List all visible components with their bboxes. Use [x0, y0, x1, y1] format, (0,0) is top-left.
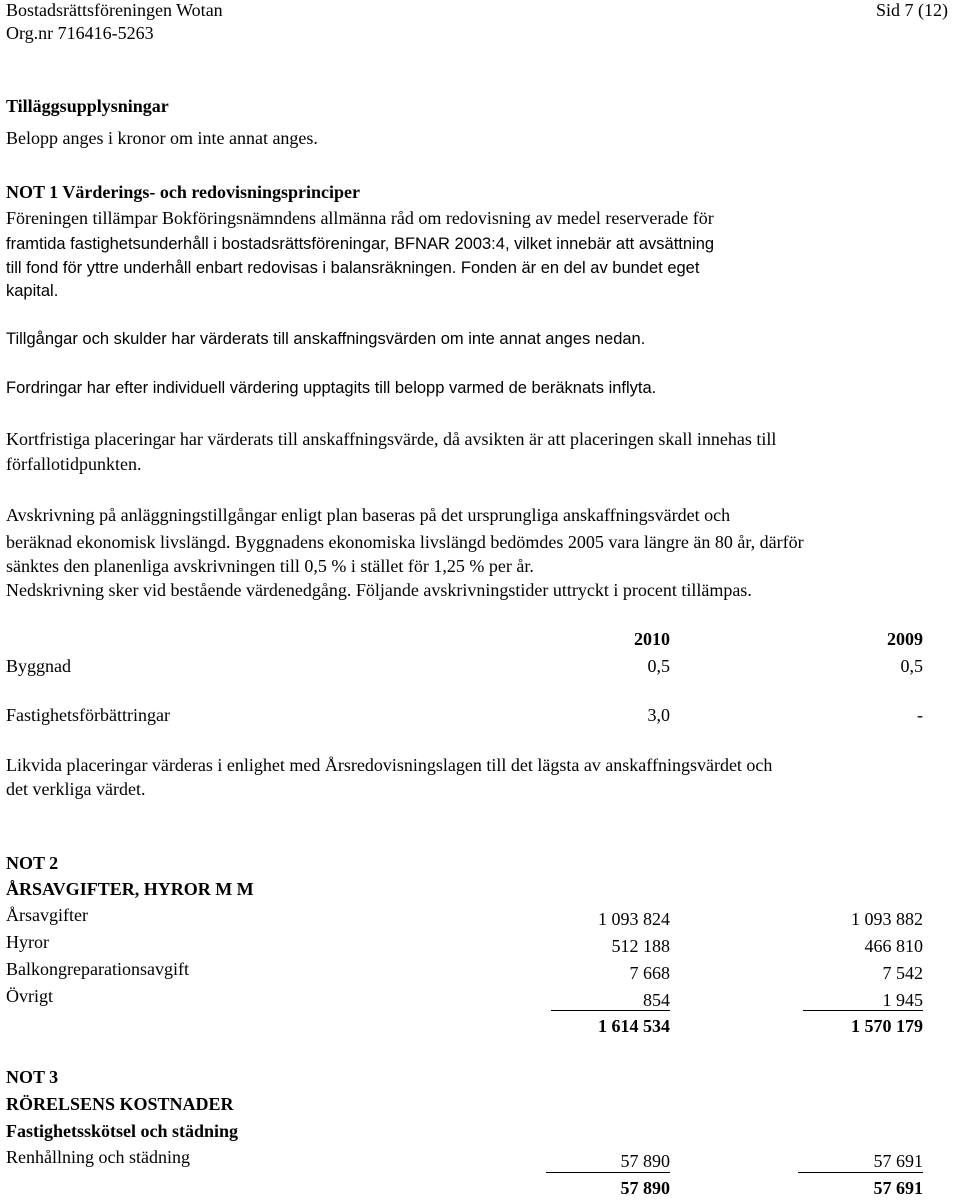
note2-total-2009: 1 570 179	[851, 1016, 923, 1036]
note2-row-label: Balkongreparationsavgift	[6, 959, 189, 979]
section-subtitle: Belopp anges i kronor om inte annat anges.	[6, 128, 318, 148]
note2-row-value-2010: 1 093 824	[598, 909, 670, 929]
note1-para4-line: Kortfristiga placeringar har värderats till anskaffningsvärde, då avsikten är att placeringen skall innehas till	[6, 429, 777, 449]
note2-row-value-2009: 466 810	[864, 936, 923, 956]
note2-row-label: Hyror	[6, 932, 49, 952]
note1-para5-line: Nedskrivning sker vid bestående värdenedgång. Följande avskrivningstider uttryckt i procent tillämpas.	[6, 580, 752, 600]
note3-subtitle: Fastighetsskötsel och städning	[6, 1121, 239, 1141]
page-number: Sid 7 (12)	[876, 0, 948, 20]
note3-label: NOT 3	[6, 1067, 59, 1087]
note2-row-value-2009: 1 093 882	[851, 909, 923, 929]
note3-title: RÖRELSENS KOSTNADER	[6, 1094, 234, 1114]
note3-sum-rule-2009	[798, 1172, 923, 1173]
note2-total-2010: 1 614 534	[598, 1016, 670, 1036]
note2-row-value-2009: 7 542	[882, 963, 923, 983]
note1-para1-line: framtida fastighetsunderhåll i bostadsrättsföreningar, BFNAR 2003:4, vilket innebär att avsättning	[6, 235, 715, 253]
note1-para1-line: Föreningen tillämpar Bokföringsnämndens allmänna råd om redovisning av medel reserverade för	[6, 208, 714, 228]
note1-para3: Fordringar har efter individuell värdering upptagits till belopp varmed de beräknats inflyta.	[6, 379, 657, 397]
note3-row-value-2010: 57 890	[620, 1151, 670, 1171]
note1-para6-line: Likvida placeringar värderas i enlighet med Årsredovisningslagen till det lägsta av anskaffningsvärdet och	[6, 755, 773, 775]
table-row-value-2009: 0,5	[900, 656, 923, 676]
table-row-value-2010: 0,5	[647, 656, 670, 676]
table-row-value-2010: 3,0	[647, 705, 670, 725]
note3-row-label: Renhållning och städning	[6, 1147, 190, 1167]
note2-row-label: Övrigt	[6, 986, 53, 1006]
note2-row-value-2010: 854	[643, 990, 670, 1010]
note1-para5-line: sänktes den planenliga avskrivningen till 0,5 % i stället för 1,25 % per år.	[6, 556, 534, 576]
note3-row-value-2009: 57 691	[873, 1151, 923, 1171]
table-year-2010: 2010	[634, 629, 670, 649]
table-row-label: Fastighetsförbättringar	[6, 705, 170, 725]
note3-total-2009: 57 691	[873, 1178, 923, 1198]
note3-total-2010: 57 890	[620, 1178, 670, 1198]
table-row-label: Byggnad	[6, 656, 71, 676]
note3-sum-rule-2010	[546, 1172, 670, 1173]
table-row-value-2009: -	[917, 705, 923, 725]
org-number: Org.nr 716416-5263	[6, 23, 154, 43]
note2-title: ÅRSAVGIFTER, HYROR M M	[6, 879, 254, 899]
note2-label: NOT 2	[6, 853, 59, 873]
note1-para5-line: Avskrivning på anläggningstillgångar enligt plan baseras på det ursprungliga anskaffningsvärdet och	[6, 505, 731, 525]
note1-title: NOT 1 Värderings- och redovisningsprinciper	[6, 182, 361, 202]
note1-para1-line: kapital.	[6, 282, 59, 300]
note1-para1-line: till fond för yttre underhåll enbart redovisas i balansräkningen. Fonden är en del av bundet eget	[6, 259, 700, 277]
table-year-2009: 2009	[887, 629, 923, 649]
note1-para5-line: beräknad ekonomisk livslängd. Byggnadens ekonomiska livslängd bedömdes 2005 vara längre än 80 år, därför	[6, 532, 804, 552]
org-name: Bostadsrättsföreningen Wotan	[6, 0, 223, 20]
note2-row-label: Årsavgifter	[6, 905, 88, 925]
note2-row-value-2009: 1 945	[882, 990, 923, 1010]
note2-row-value-2010: 7 668	[629, 963, 670, 983]
note2-sum-rule-2010	[551, 1010, 670, 1011]
note1-para4-line: förfallotidpunkten.	[6, 454, 142, 474]
note1-para2: Tillgångar och skulder har värderats till anskaffningsvärden om inte annat anges nedan.	[6, 330, 646, 348]
note1-para6-line: det verkliga värdet.	[6, 779, 146, 799]
note2-row-value-2010: 512 188	[611, 936, 670, 956]
section-title: Tilläggsupplysningar	[6, 96, 169, 116]
note2-sum-rule-2009	[803, 1010, 923, 1011]
